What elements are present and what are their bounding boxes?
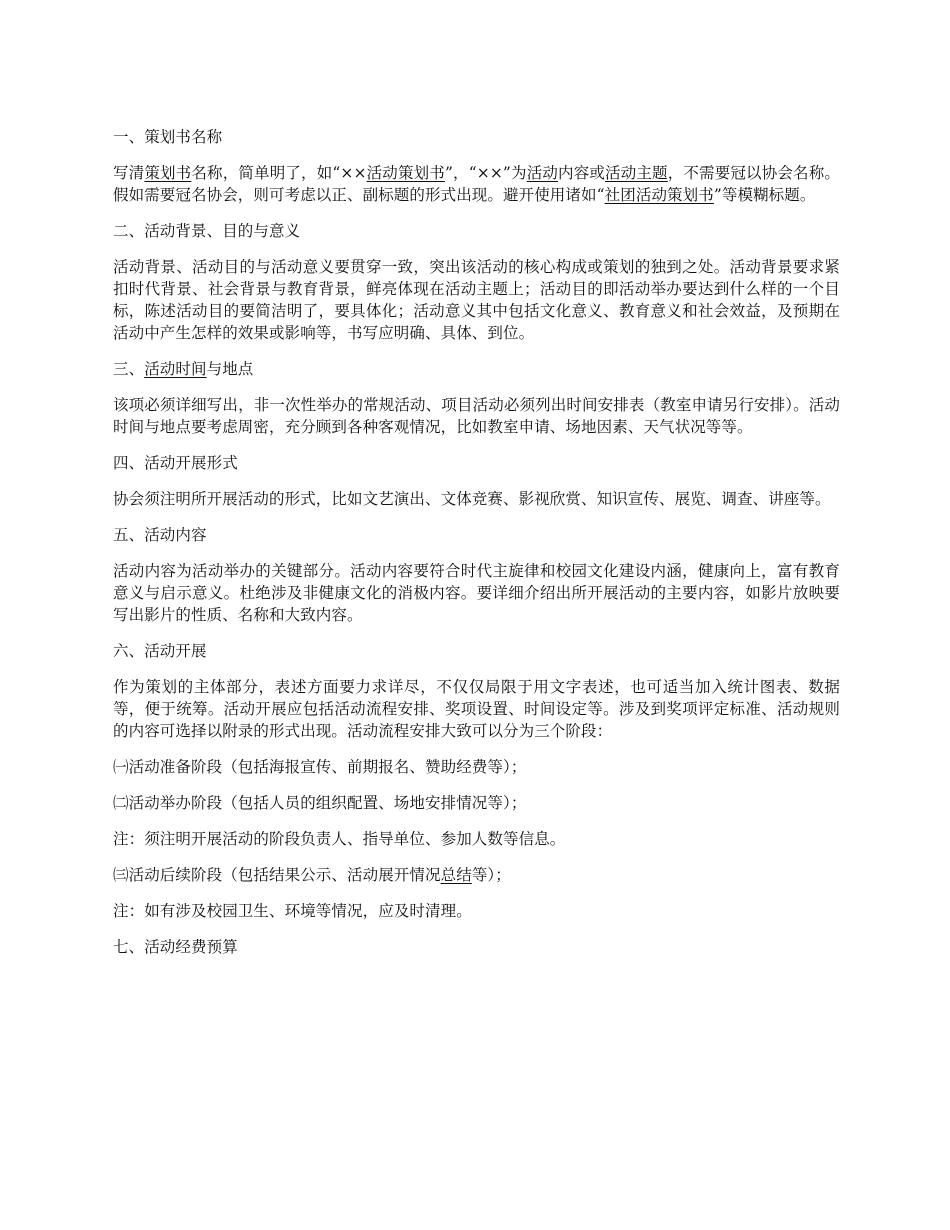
link-activity-theme[interactable]: 活动主题	[605, 164, 668, 182]
section-heading-6: 六、活动开展	[113, 642, 207, 660]
section-heading-3: 三、活动时间与地点	[113, 360, 254, 378]
section-body-4: 协会须注明所开展活动的形式，比如文艺演出、文体竞赛、影视欣赏、知识宣传、展览、调查、讲座等。	[113, 490, 831, 508]
section-heading-1: 一、策划书名称	[113, 128, 223, 146]
section-body-5: 活动内容为活动举办的关键部分。活动内容要符合时代主旋律和校园文化建设内涵，健康向上，富有教育意义与启示意义。杜绝涉及非健康文化的消极内容。要详细介绍出所开展活动的主要内容，如影片放映要写出影片的性质、名称和大致内容。	[113, 562, 840, 624]
list-item-stage-2: ㈡活动举办阶段（包括人员的组织配置、场地安排情况等）；	[113, 794, 527, 812]
section-heading-5: 五、活动内容	[113, 526, 207, 544]
document-page	[113, 126, 840, 972]
list-item-note-1: 注：须注明开展活动的阶段负责人、指导单位、参加人数等信息。	[113, 830, 566, 848]
section-body-6: 作为策划的主体部分，表述方面要力求详尽，不仅仅局限于用文字表述，也可适当加入统计图表、数据等，便于统筹。活动开展应包括活动流程安排、奖项设置、时间设定等。涉及到奖项评定标准、活动规则的内容可选择以附录的形式出现。活动流程安排大致可以分为三个阶段：	[113, 678, 840, 740]
section-heading-2: 二、活动背景、目的与意义	[113, 222, 301, 240]
section-body-2: 活动背景、活动目的与活动意义要贯穿一致，突出该活动的核心构成或策划的独到之处。活动背景要求紧扣时代背景、社会背景与教育背景，鲜亮体现在活动主题上；活动目的即活动举办要达到什么样的一个目标，陈述活动目的要简洁明了，要具体化；活动意义其中包括文化意义、教育意义和社会效益，及预期在活动中产生怎样的效果或影响等，书写应明确、具体、到位。	[113, 258, 840, 342]
link-summary[interactable]: 总结	[440, 866, 472, 884]
link-activity[interactable]: 活动	[526, 164, 559, 182]
list-item-stage-3: ㈢活动后续阶段（包括结果公示、活动展开情况总结等）；	[113, 866, 511, 884]
link-activity-plan-book[interactable]: 活动策划书	[366, 164, 445, 182]
link-plan-book[interactable]: 策划书	[144, 164, 192, 182]
section-heading-4: 四、活动开展形式	[113, 454, 238, 472]
section-heading-7: 七、活动经费预算	[113, 938, 238, 956]
link-club-activity-plan-book[interactable]: 社团活动策划书	[604, 186, 714, 204]
section-body-3: 该项必须详细写出，非一次性举办的常规活动、项目活动必须列出时间安排表（教室申请另行安排）。活动时间与地点要考虑周密，充分顾到各种客观情况，比如教室申请、场地因素、天气状况等等。	[113, 396, 840, 436]
section-body-1: 写清策划书名称，简单明了，如“××活动策划书”，“××”为活动内容或活动主题，不需要冠以协会名称。假如需要冠名协会，则可考虑以正、副标题的形式出现。避开使用诸如“社团活动策划书”等模糊标题。	[113, 164, 840, 204]
list-item-stage-1: ㈠活动准备阶段（包括海报宣传、前期报名、赞助经费等）；	[113, 758, 527, 776]
link-activity-time[interactable]: 活动时间	[144, 360, 207, 378]
list-item-note-2: 注：如有涉及校园卫生、环境等情况，应及时清理。	[113, 902, 472, 920]
